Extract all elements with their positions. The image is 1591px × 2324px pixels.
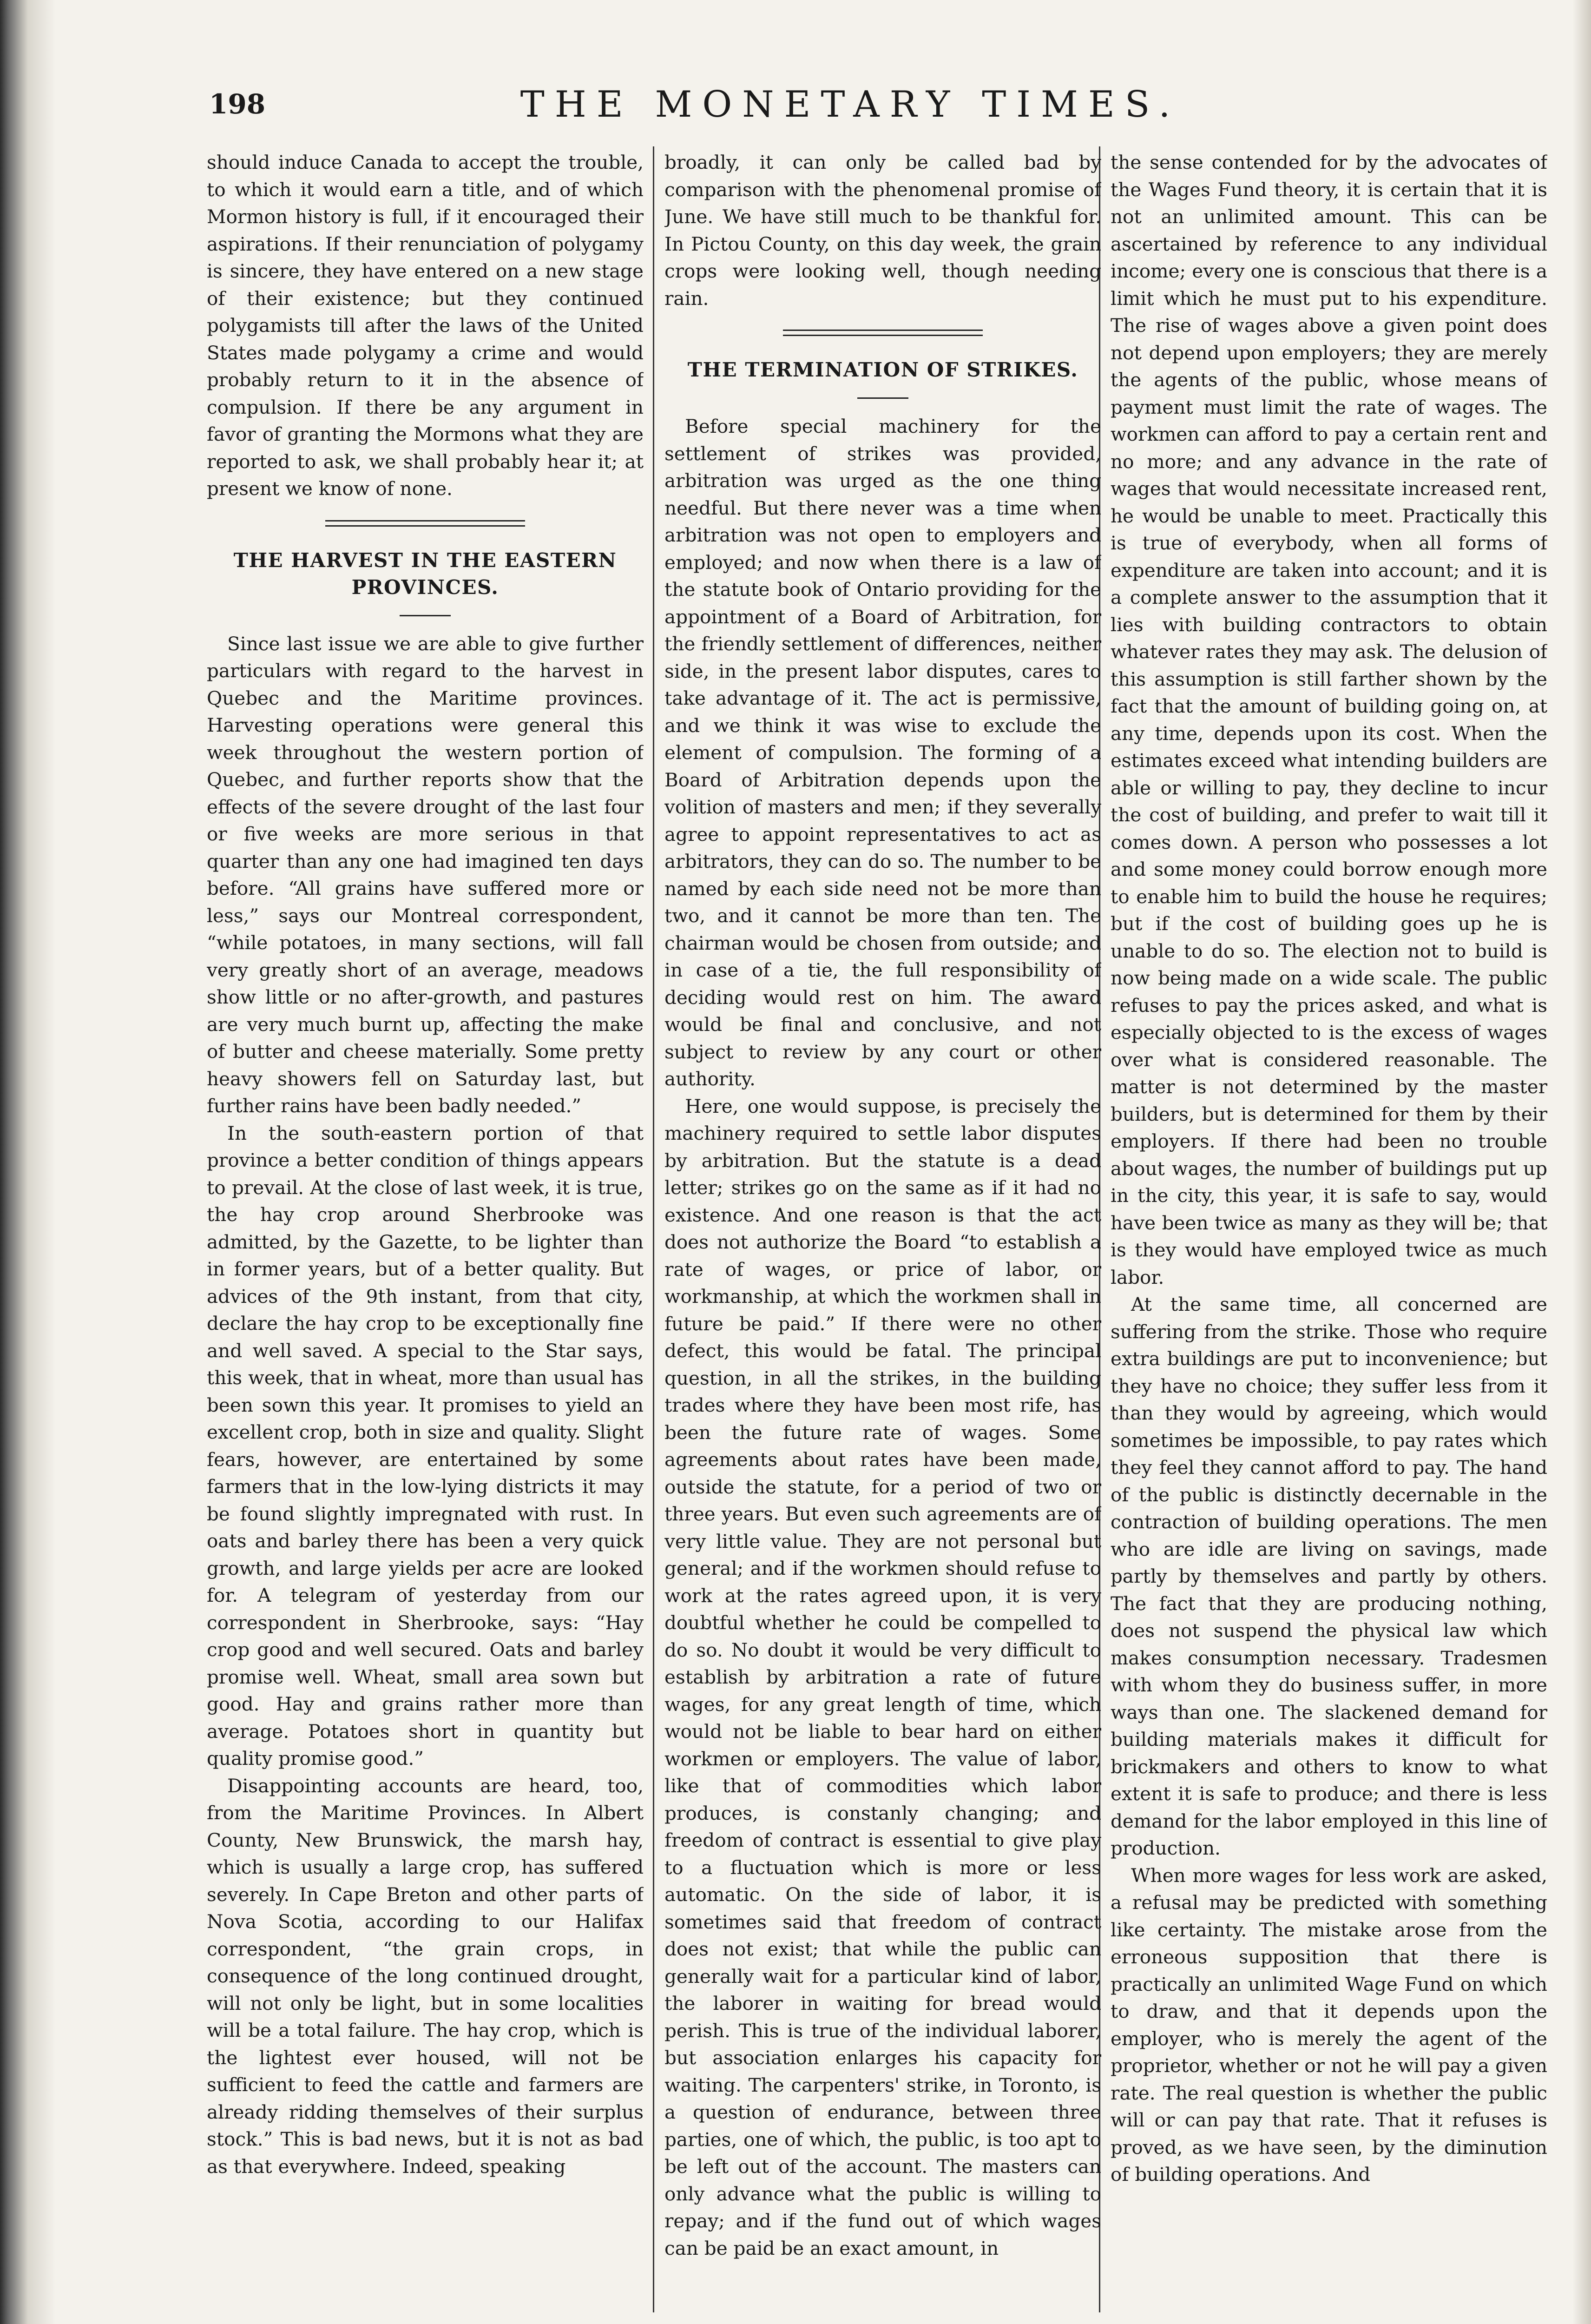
paragraph: Before special machinery for the settlement of strikes was provided, arbitration was urged as the one thing needful. But there never was a time when arbitration was not open to employers and employed; and now when there is a law of the statute book of Ontario providing for the appointment of a Board of Arbitration, for the friendly settlement of differences, neither side, in the present labor disputes, cares to take advantage of it. The act is permissive, and we think it was wise to exclude the element of compulsion. The forming of a Board of Arbitration depends upon the volition of masters and men; if they severally agree to appoint representatives to act as arbitrators, they can do so. The number to be named by each side need not be more than two, and it cannot be more than ten. The chairman would be chosen from outside; and in case of a tie, the full responsibility of deciding would rest on him. The award would be final and conclusive, and not subject to review by any court or other authority.	[664, 415, 1101, 1090]
paragraph: broadly, it can only be called bad by comparison with the phenomenal promise of June. We have still much to be thankful for. In Pictou County, on this day week, the grain crops were looking well, though needing rain.	[664, 151, 1101, 310]
column-1	[207, 149, 644, 2305]
paragraph: When more wages for less work are asked, a refusal may be predicted with something like certainty. The mistake arose from the erroneous supposition that there is practically an unlimited Wage Fund on which to draw, and that it depends upon the employer, who is merely the agent of the proprietor, whether or not he will pay a given rate. The real question is whether the public will or can pay that rate. That it refuses is proved, as we have seen, by the diminution of building operations. And	[1111, 1864, 1547, 2185]
page-edge-right	[1572, 0, 1591, 2324]
heading-rule	[857, 397, 908, 399]
article-heading: THE TERMINATION OF STRIKES.	[687, 358, 1078, 381]
page-edge-left	[0, 0, 56, 2324]
column-3	[1111, 149, 1547, 2305]
paragraph: Here, one would suppose, is precisely the machinery required to settle labor disputes by arbitration. But the statute is a dead letter; strikes go on the same as if it had no existence. And one reason is that the act does not authorize the Board “to establish a rate of wages, or price of labor, or workmanship, at which the workmen shall in future be paid.” If there were no other defect, this would be fatal. The principal question, in all the strikes, in the building trades where they have been most rife, has been the future rate of wages. Some agreements about rates have been made, outside the statute, for a period of two or three years. But even such agreements are of very little value. They are not personal but general; and if the workmen should refuse to work at the rates agreed upon, it is very doubtful whether he could be compelled to do so. No doubt it would be very difficult to establish by arbitration a rate of future wages, for any great length of time, which would not be liable to bear hard on either workmen or employers. The value of labor, like that of commodities which labor produces, is constanly changing; and freedom of contract is essential to give play to a fluctuation which is more or less automatic. On the side of labor, it is sometimes said that freedom of contract does not exist; that while the public can generally wait for a particular kind of labor, the laborer in waiting for bread would perish. This is true of the individual laborer, but association enlarges his capacity for waiting. The carpenters' strike, in Toronto, is a question of endurance, between three parties, one of which, the public, is too apt to be left out of the account. The masters can only advance what the public is willing to repay; and if the fund out of which wages can be paid be an exact amount, in	[664, 1095, 1101, 2259]
column-2	[664, 149, 1101, 2305]
section-separator	[783, 330, 983, 336]
paragraph: should induce Canada to accept the trouble, to which it would earn a title, and of which Mormon history is full, if it encouraged their aspirations. If their renunciation of polygamy is sincere, they have entered on a new stage of their existence; but they continued polygamists till after the laws of the United States made polygamy a crime and would probably return to it in the absence of compulsion. If there be any argument in favor of granting the Mormons what they are reported to ask, we shall probably hear it; at present we know of none.	[207, 151, 644, 500]
masthead-title: THE MONETARY TIMES.	[520, 84, 1181, 125]
page-header	[209, 84, 1436, 135]
paragraph: Since last issue we are able to give further particulars with regard to the harvest in Quebec and the Maritime provinces. Harvesting operations were general this week throughout the western portion of Quebec, and further reports show that the effects of the severe drought of the last four or five weeks are more serious in that quarter than any one had imagined ten days before. “All grains have suffered more or less,” says our Montreal correspondent, “while potatoes, in many sections, will fall very greatly short of an average, meadows show little or no after-growth, and pastures are very much burnt up, affecting the make of butter and cheese materially. Some pretty heavy showers fell on Saturday last, but further rains have been badly needed.”	[207, 632, 644, 1117]
paragraph: the sense contended for by the advocates of the Wages Fund theory, it is certain that it is not an unlimited amount. This can be ascertained by reference to any individual income; every one is conscious that there is a limit which he must put to his expenditure. The rise of wages above a given point does not depend upon employers; they are merely the agents of the public, whose means of payment must limit the rate of wages. The workmen can afford to pay a certain rent and no more; and any advance in the rate of wages that would necessitate increased rent, he would be unable to meet. Practically this is true of everybody, when all forms of expenditure are taken into account; and it is a complete answer to the assumption that it lies with building contractors to obtain whatever rates they may ask. The delusion of this assumption is still farther shown by the fact that the amount of building going on, at any time, depends upon its cost. When the estimates exceed what intending builders are able or willing to pay, they decline to incur the cost of building, and prefer to wait till it comes down. A person who possesses a lot and some money could borrow enough more to enable him to build the house he requires; but if the cost of building goes up he is unable to do so. The election not to build is now being made on a wide scale. The public refuses to pay the prices asked, and what is especially objected to is the excess of wages over what is considered reasonable. The matter is not determined by the master builders, but is determined for them by their employers. If there had been no trouble about wages, the number of buildings put up in the city, this year, it is safe to say, would have been twice as many as they will be; that is they would have employed twice as much labor.	[1111, 151, 1547, 1288]
column-rule	[653, 146, 654, 2312]
paragraph: At the same time, all concerned are suffering from the strike. Those who require extra buildings are put to inconvenience; but they have no choice; they suffer less from it than they would by agreeing, which would sometimes be impossible, to pay rates which they feel they cannot afford to pay. The hand of the public is distinctly decernable in the contraction of building operations. The men who are idle are living on savings, made partly by themselves and partly by others. The fact that they are producing nothing, does not suspend the physical law which makes consumption necessary. Tradesmen with whom they do business suffer, in more ways than one. The slackened demand for building materials makes it difficult for brickmakers and others to know to what extent it is safe to produce; and there is less demand for the labor employed in this line of production.	[1111, 1293, 1547, 1859]
heading-rule	[400, 615, 451, 616]
paragraph: In the south-eastern portion of that province a better condition of things appears to prevail. At the close of last week, it is true, the hay crop around Sherbrooke was admitted, by the Gazette, to be lighter than in former years, but of a better quality. But advices of the 9th instant, from that city, declare the hay crop to be exceptionally fine and well saved. A special to the Star says, this week, that in wheat, more than usual has been sown this year. It promises to yield an excellent crop, both in size and quality. Slight fears, however, are entertained by some farmers that in the low-lying districts it may be found slightly impregnated with rust. In oats and barley there has been a very quick growth, and large yields per acre are looked for. A telegram of yesterday from our correspondent in Sherbrooke, says: “Hay crop good and well secured. Oats and barley promise well. Wheat, small area sown but good. Hay and grains rather more than average. Potatoes short in quantity but quality promise good.”	[207, 1122, 644, 1769]
page-number: 198	[209, 88, 266, 120]
section-separator	[325, 520, 525, 527]
paragraph: Disappointing accounts are heard, too, from the Maritime Provinces. In Albert County, New Brunswick, the marsh hay, which is usually a large crop, has suffered severely. In Cape Breton and other parts of Nova Scotia, according to our Halifax correspondent, “the grain crops, in consequence of the long continued drought, will not only be light, but in some localities will be a total failure. The hay crop, which is the lightest ever housed, will not be sufficient to feed the cattle and farmers are already ridding themselves of their surplus stock.” This is bad news, but it is not as bad as that everywhere. Indeed, speaking	[207, 1774, 644, 2178]
article-heading: THE HARVEST IN THE EASTERN PROVINCES.	[233, 548, 617, 599]
